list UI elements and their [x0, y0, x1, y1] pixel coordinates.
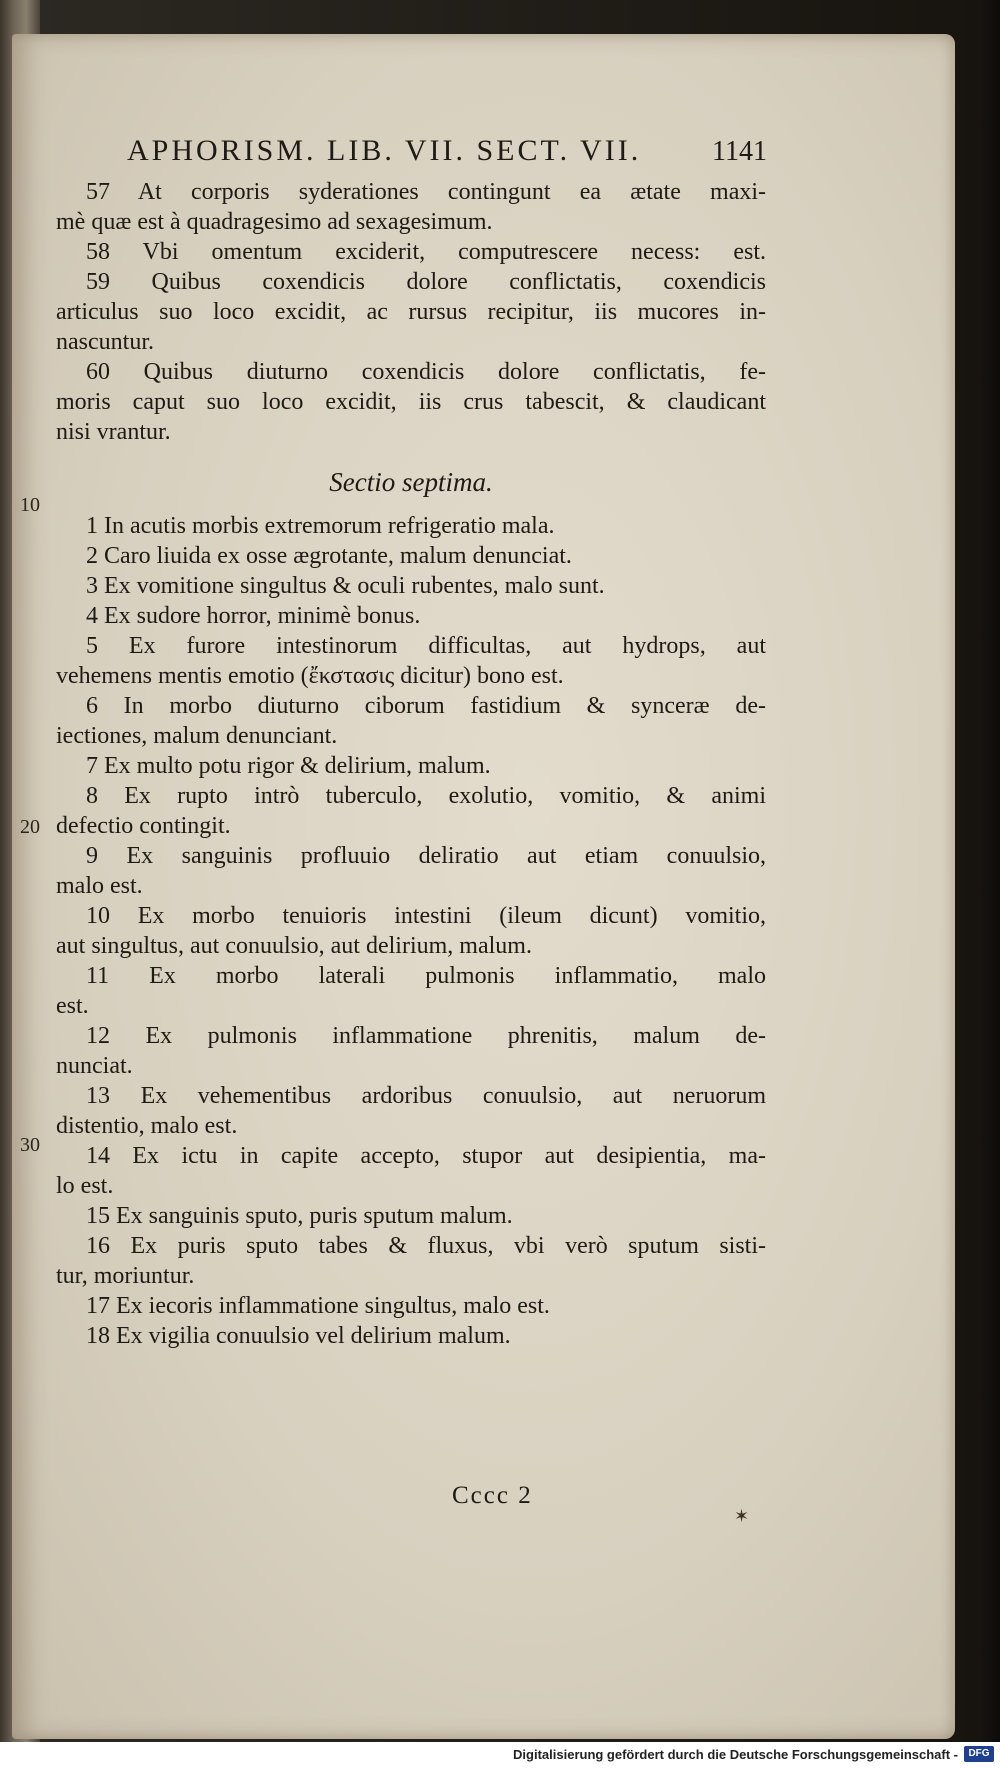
text-line: 8 Ex rupto intrò tuberculo, exolutio, vomitio, & animi: [86, 783, 766, 809]
text-line: est.: [56, 993, 89, 1019]
text-line: 57 At corporis syderationes contingunt ea ætate maxi-: [86, 179, 766, 205]
section-heading: Sectio septima.: [329, 467, 493, 497]
body-text: [56, 177, 766, 1351]
footer-credit: Digitalisierung gefördert durch die Deutsche Forschungsgemeinschaft -: [513, 1747, 958, 1762]
text-line: aut singultus, aut conuulsio, aut delirium, malum.: [56, 933, 532, 959]
text-line: iectiones, malum denunciant.: [56, 723, 338, 749]
text-line: 59 Quibus coxendicis dolore conflictatis, coxendicis: [86, 269, 766, 295]
signature-mark: Cccc 2: [452, 1482, 533, 1509]
text-line: mè quæ est à quadragesimo ad sexagesimum.: [56, 209, 493, 235]
text-line: 11 Ex morbo laterali pulmonis inflammatio, malo: [86, 963, 766, 989]
text-line: defectio contingit.: [56, 813, 231, 839]
margin-line-number-20: 20: [20, 816, 40, 838]
text-line: 16 Ex puris sputo tabes & fluxus, vbi verò sputum sisti-: [86, 1233, 766, 1259]
text-line: 1 In acutis morbis extremorum refrigeratio mala.: [86, 513, 555, 539]
text-line: 2 Caro liuida ex osse ægrotante, malum denunciat.: [86, 543, 572, 569]
text-line: 12 Ex pulmonis inflammatione phrenitis, malum de-: [86, 1023, 766, 1049]
page-content: [12, 34, 955, 1739]
margin-line-number-30: 30: [20, 1134, 40, 1156]
text-line: 60 Quibus diuturno coxendicis dolore conflictatis, fe-: [86, 359, 766, 385]
header-title: APHORISM. LIB. VII. SECT. VII.: [127, 134, 642, 167]
text-line: 10 Ex morbo tenuioris intestini (ileum dicunt) vomitio,: [86, 903, 766, 929]
margin-line-number-10: 10: [20, 494, 40, 516]
text-line: 18 Ex vigilia conuulsio vel delirium malum.: [86, 1323, 511, 1349]
text-line: articulus suo loco excidit, ac rursus recipitur, iis mucores in-: [56, 299, 766, 325]
text-line: 5 Ex furore intestinorum difficultas, aut hydrops, aut: [86, 633, 766, 659]
text-line: nisi vrantur.: [56, 419, 171, 445]
text-line: nunciat.: [56, 1053, 133, 1079]
text-line: moris caput suo loco excidit, iis crus tabescit, & claudicant: [56, 389, 766, 415]
text-line: 15 Ex sanguinis sputo, puris sputum malum.: [86, 1203, 513, 1229]
text-line: 6 In morbo diuturno ciborum fastidium & synceræ de-: [86, 693, 766, 719]
text-line: 3 Ex vomitione singultus & oculi rubentes, malo sunt.: [86, 573, 605, 599]
text-line: 58 Vbi omentum exciderit, computrescere necess: est.: [86, 239, 766, 265]
text-line: 13 Ex vehementibus ardoribus conuulsio, aut neruorum: [86, 1083, 766, 1109]
text-line: tur, moriuntur.: [56, 1263, 195, 1289]
text-line: 7 Ex multo potu rigor & delirium, malum.: [86, 753, 491, 779]
page-number: 1141: [712, 136, 767, 167]
text-line: 4 Ex sudore horror, minimè bonus.: [86, 603, 421, 629]
text-line: 17 Ex iecoris inflammatione singultus, malo est.: [86, 1293, 550, 1319]
digitization-footer: [0, 1742, 1000, 1768]
dfg-logo: DFG: [964, 1746, 994, 1762]
text-line: lo est.: [56, 1173, 114, 1199]
text-line: 14 Ex ictu in capite accepto, stupor aut desipientia, ma-: [86, 1143, 766, 1169]
ornament-icon: ✶: [734, 1506, 750, 1527]
text-line: 9 Ex sanguinis profluuio deliratio aut etiam conuulsio,: [86, 843, 766, 869]
text-line: malo est.: [56, 873, 143, 899]
book-page: [12, 34, 955, 1739]
text-line: distentio, malo est.: [56, 1113, 238, 1139]
text-line: vehemens mentis emotio (ἔκστασις dicitur) bono est.: [56, 663, 564, 689]
running-header: [127, 134, 767, 170]
text-line: nascuntur.: [56, 329, 154, 355]
